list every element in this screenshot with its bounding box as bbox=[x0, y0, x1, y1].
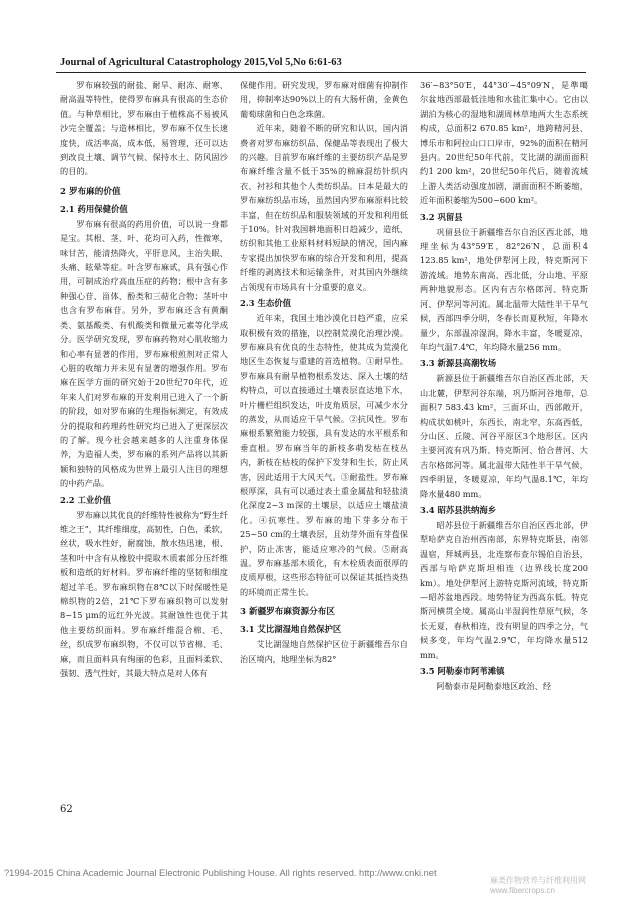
subsection-heading-medicinal: 2.1 药用保健价值 bbox=[60, 203, 128, 214]
column-middle bbox=[240, 78, 408, 666]
paragraph-antibacterial: 保健作用。研究发现，罗布麻对细菌有抑制作用，抑制率达90%以上的有大肠杆菌，金黄色葡萄球菌和白色念珠菌。 bbox=[240, 80, 408, 119]
subsection-heading-ecological: 2.3 生态价值 bbox=[240, 298, 291, 309]
subsection-heading-ebinur: 3.1 艾比湖湿地自然保护区 bbox=[240, 624, 342, 635]
paragraph-altay-start: 阿勒泰市是阿勒泰地区政治、经 bbox=[436, 681, 552, 692]
subsection-heading-xinyuan: 3.3 新源县高潮牧场 bbox=[420, 358, 497, 369]
subsection-heading-gongliu: 3.2 巩留县 bbox=[420, 211, 463, 222]
page-number: 62 bbox=[60, 804, 73, 815]
subsection-heading-altay: 3.5 阿勒泰市阿苇滩镇 bbox=[420, 666, 505, 677]
paragraph-textile-market: 近年来，随着不断的研究和认识，国内消费者对罗布麻纺织品、保健品等表现出了极大的兴趣。目前罗布麻纤维的主要纺织产品是罗布麻纤维含量不低于35%的棉麻混纺针织内衣、衬衫和其他个人类纺织品。日本是最大的罗布麻纺织品市场，虽然国内罗布麻原料比较丰富，但在纺织品和服装领域的开发和利用低于10%。针对我国耕地面积日趋减少，造纸、纺织和其他工业原料材料短缺的情况，国内麻专家提出加快罗布麻的综合开发和利用，提高纤维的剥离技术和运输条件，对其国内外继续占领现有市场具有十分重要的意义。 bbox=[240, 123, 408, 292]
paragraph-industrial: 罗布麻以其优良的纤维特性被称为“野生纤维之王”，其纤维细度，高韧性，白色，柔软，丝状，吸水性好，耐腐蚀，散水热迅速，根、茎和叶中含有从橡胶中提取木质素部分压纤维板和造纸的好材料。罗布麻纤维的坚韧和细度超过羊毛。罗布麻织物在8℃以下时保暖性是棉织物的2倍，21℃下罗布麻织物可以发射8~15 μm的远红外光波。其耐蚀性也优于其他主要纺织面料。罗布麻纤维混合棉、毛、丝，织成罗布麻织物，不仅可以节省棉、毛、麻，而且面料具有绚丽的色彩，且面料柔软、强韧、透气性好，其最大特点是对人体有 bbox=[60, 509, 228, 679]
section-heading-value: 2 罗布麻的价值 bbox=[60, 186, 121, 197]
watermark-cn: 麻类作物营养与纤维利用网 bbox=[490, 876, 586, 885]
paragraph-medicinal: 罗布麻有很高的药用价值，可以说一身都是宝。其根、茎、叶、花均可入药，性微寒，味甘苦，能清热降火，平肝息风，主治失眠、头痛、眩晕等症。叶含罗布麻甙，具有强心作用，可制成治疗高血压症的药物；根中含有多种强心苷、甾体、酚类和三萜化合物；茎叶中也含有罗布麻苷。另外，罗布麻还含有黄酮类、氨基酸类、有机酸类和微量元素等化学成分。医学研究发现，罗布麻药物对心肌收缩力和心率有显著的作用，罗布麻根煎剂对正常人心脏的收缩力并未见有显著的增强作用。罗布麻在医学方面的研究始于20世纪70年代，近年来人们对罗布麻的开发利用已进入了一个新的阶段，如对罗布麻的生理指标测定，有效成分的提取和药理药性研究均已进入了更深层次的了解。现今社会越来越多的人注重身体保养，为造福人类，罗布麻的系列产品将以其新颖和独特的风格成为世界上最引人注目的理想的中药产品。 bbox=[60, 218, 228, 489]
subsection-heading-zhaosu: 3.4 昭苏县洪纳海乡 bbox=[420, 504, 497, 515]
paragraph-zhaosu: 昭苏县位于新疆维吾尔自治区西北部，伊犁哈萨克自治州西南部，东界特克斯县，南邻温宿，拜城两县，北连察布查尔锡伯自治县，西部与哈萨克斯坦相连（边界线长度200 km）。地处伊犁河上游特克斯河流域，特克斯—昭苏盆地西段。地势特征为西高东低。特克斯河横贯全境。属高山半湿润性草原气候，冬长无夏，春秋相连，没有明显的四季之分，气候多变，年均气温2.9℃，年均降水量512 mm。 bbox=[420, 519, 588, 660]
paragraph-gongliu: 巩留县位于新疆维吾尔自治区西北部，地理坐标为43°59′E，82°26′N，总面积4 123.85 km²，地处伊犁河上段，特克斯河下游流域。地势东南高、西北低，分山地、平原两种地貌形态。区内有吉尔格郎河、特克斯河、伊犁河等河流。属北温带大陆性半干旱气候，西部四季分明，冬春长而夏秋短，年降水量少，东部温凉湿润，降水丰富，冬暖夏凉，年均气温7.4℃，年均降水量256 mm。 bbox=[420, 226, 588, 352]
watermark-url: www.fibercrops.cn bbox=[490, 886, 555, 895]
column-right bbox=[420, 78, 588, 693]
journal-header: Journal of Agricultural Catastrophology 2015,Vol 5,No 6:61-63 bbox=[60, 57, 342, 68]
paragraph-ecological-traits: 罗布麻较强的耐盐、耐旱、耐冻、耐寒、耐高温等特性，使得罗布麻具有很高的生态价值。与种草相比，罗布麻由于植株高不易被风沙完全覆盖；与造林相比，罗布麻不仅生长速度快，成活率高，成本低，易管理，还可以达到改良土壤、调节气候、保持水土、防风固沙的目的。 bbox=[60, 80, 228, 177]
header-rule bbox=[56, 72, 586, 73]
watermark bbox=[490, 876, 586, 896]
copyright-footer: ?1994-2015 China Academic Journal Electronic Publishing House. All rights reserved. http://www.cnki.net bbox=[4, 868, 437, 878]
column-left bbox=[60, 78, 228, 680]
paragraph-xinyuan: 新源县位于新疆维吾尔自治区西北部，天山北麓，伊犁河谷东端，巩乃斯河谷地带，总面积7 583.43 km²，三面环山，西部敞开，构成状如桃叶，东西长，南北窄，东高西低，分山区、丘陵、河谷平原区3个地形区。区内主要河流有巩乃斯、特克斯河、恰合普河、大吉尔格郎河等。属北温带大陆性半干旱气候，四季明显，冬暖夏凉，年均气温8.1℃，年均降水量480 mm。 bbox=[420, 373, 588, 499]
subsection-heading-industrial: 2.2 工业价值 bbox=[60, 494, 111, 505]
paragraph-ecological: 近年来，我国土地沙漠化日趋严重，应采取积极有效的措施，以控制荒漠化治理沙漠。罗布麻具有优良的生态特性，使其成为荒漠化地区生态恢复与重建的首选植物。①耐旱性。罗布麻具有耐旱植物根系发达、深入土壤的结构特点，可以直接通过土壤表层直达地下水，叶片栅栏组织发达，叶皮角质层，可减少水分的蒸发，从而适应干旱气候。②抗风性。罗布麻根系繁殖能力较强，具有发达的水平根系和垂直根。罗布麻当年的新枝多萌发枯在枝丛内，新枝在枯枝的保护下发芽和生长，防止风害，因此适用于大风天气。③耐盐性。罗布麻根厚深，具有可以通过表土重金属盐和轻盐渍化深度2~3 m深的土壤层，以适应土壤盐渍化。④抗寒性。罗布麻的地下芽多分布于25~50 cm的土壤表层，且幼芽外面有芽苞保护，防止冻害，能适应寒冷的气候。⑤耐高温。罗布麻基部木质化，有木栓质表面很厚的皮质厚根，这些形态特征可以保证其抵挡炎热的环境而正常生长。 bbox=[240, 313, 408, 597]
section-heading-distribution: 3 新疆罗布麻资源分布区 bbox=[240, 607, 335, 618]
paragraph-ebinur-cont: 36′~83°50′E，44°30′~45°09′N，是準噶尔盆地西部最低洼地和水盐汇集中心。它由以湖泊为核心的湿地和湖周林草地两大生态系统构成，总面积2 670.85 km²，地跨精河县、博乐市和阿拉山口口岸市，92%的面积在精河县内。20世纪50年代前，艾比湖的湖面面积约1 200 km²，20世纪50年代后，随着流域上游人类活动强度加剧，湖面面积不断萎缩，近年面积萎缩为500~600 km²。 bbox=[420, 80, 588, 206]
paragraph-ebinur-start: 艾比湖湿地自然保护区位于新疆维吾尔自治区境内，地理坐标为82° bbox=[240, 639, 408, 664]
